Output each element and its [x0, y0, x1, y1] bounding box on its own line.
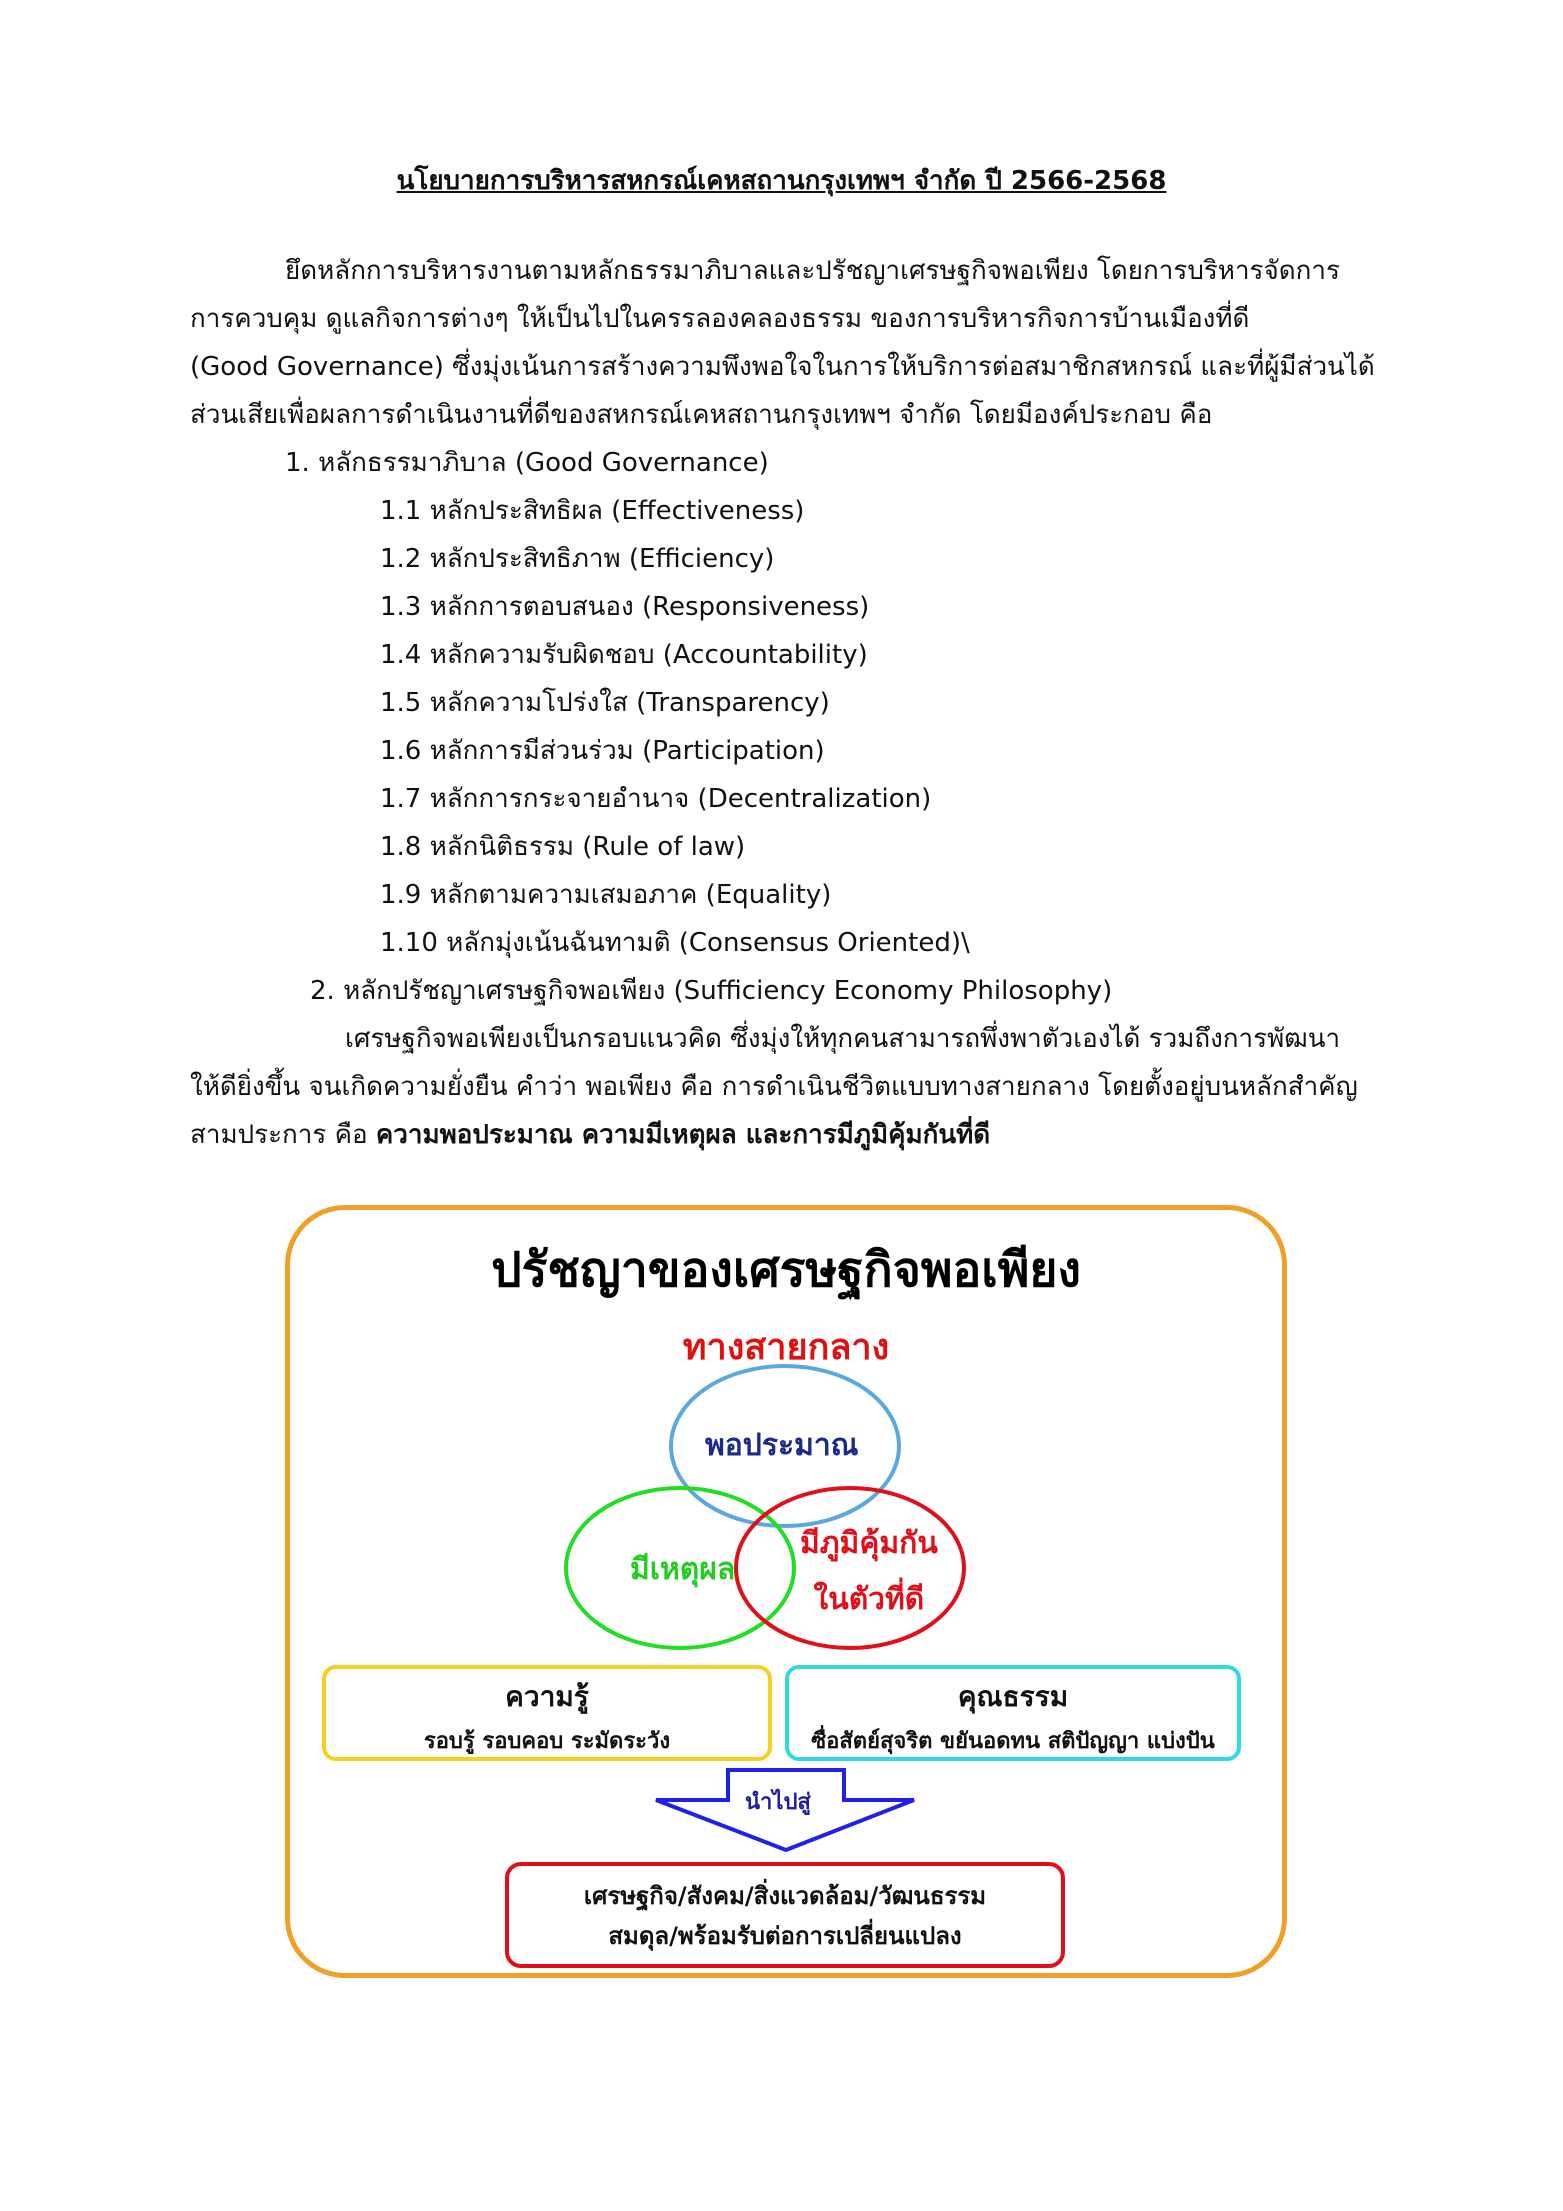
intro-line-3: (Good Governance) ซึ่งมุ่งเน้นการสร้างความพึงพอใจในการให้บริการต่อสมาชิกสหกรณ์ และที่ผู้มีส่วนได้	[190, 352, 1375, 382]
section2-body-line-1: เศรษฐกิจพอเพียงเป็นกรอบแนวคิด ซึ่งมุ่งให้ทุกคนสามารถพึ่งพาตัวเองได้ รวมถึงการพัฒนา	[345, 1024, 1341, 1054]
section1-item: 1.2 หลักประสิทธิภาพ (Efficiency)	[380, 544, 775, 574]
arrow-label: นำไปสู่	[745, 1790, 811, 1815]
section1-item: 1.10 หลักมุ่งเน้นฉันทามติ (Consensus Oriented)\	[380, 928, 970, 958]
outcome-box	[505, 1862, 1065, 1968]
section1-item: 1.6 หลักการมีส่วนร่วม (Participation)	[380, 736, 825, 766]
label-immunity-line1: มีภูมิคุ้มกัน	[800, 1526, 938, 1561]
venn-circles	[290, 1210, 1282, 1973]
section2-last-bold: ความพอประมาณ ความมีเหตุผล และการมีภูมิคุ้มกันที่ดี	[375, 1120, 991, 1150]
page-title: นโยบายการบริหารสหกรณ์เคหสถานกรุงเทพฯ จำกัด ปี 2566-2568	[396, 166, 1167, 196]
section1-item: 1.7 หลักการกระจายอำนาจ (Decentralization)	[380, 784, 932, 814]
section1-item: 1.8 หลักนิติธรรม (Rule of law)	[380, 832, 746, 862]
diagram-subtitle: ทางสายกลาง	[682, 1327, 890, 1368]
intro-line-1: ยึดหลักการบริหารงานตามหลักธรรมาภิบาลและปรัชญาเศรษฐกิจพอเพียง โดยการบริหารจัดการ	[285, 256, 1340, 286]
section2-body-line-3	[190, 1114, 990, 1155]
section1-item: 1.4 หลักความรับผิดชอบ (Accountability)	[380, 640, 868, 670]
morality-title: คุณธรรม	[957, 1680, 1069, 1713]
label-immunity-line2: ในตัวที่ดี	[813, 1582, 925, 1617]
section2-heading: 2. หลักปรัชญาเศรษฐกิจพอเพียง (Sufficiency Economy Philosophy)	[310, 976, 1113, 1006]
knowledge-sub: รอบรู้ รอบคอบ ระมัดระวัง	[423, 1729, 671, 1754]
intro-line-4: ส่วนเสียเพื่อผลการดำเนินงานที่ดีของสหกรณ์เคหสถานกรุงเทพฯ จำกัด โดยมีองค์ประกอบ คือ	[190, 400, 1213, 430]
label-immunity	[800, 1516, 938, 1628]
section2-body-line-2: ให้ดียิ่งขึ้น จนเกิดความยั่งยืน คำว่า พอเพียง คือ การดำเนินชีวิตแบบทางสายกลาง โดยตั้งอยู่บนหลักสำคัญ	[190, 1072, 1358, 1102]
section1-item: 1.1 หลักประสิทธิผล (Effectiveness)	[380, 496, 805, 526]
label-reasonableness: มีเหตุผล	[630, 1552, 736, 1587]
morality-box	[785, 1665, 1241, 1761]
knowledge-title: ความรู้	[505, 1680, 589, 1713]
section2-last-prefix: สามประการ คือ	[190, 1120, 376, 1150]
label-moderation: พอประมาณ	[705, 1428, 859, 1463]
outcome-line1: เศรษฐกิจ/สังคม/สิ่งแวดล้อม/วัฒนธรรม	[583, 1882, 987, 1910]
section1-heading: 1. หลักธรรมาภิบาล (Good Governance)	[285, 448, 769, 478]
section1-item: 1.9 หลักตามความเสมอภาค (Equality)	[380, 880, 832, 910]
knowledge-box	[322, 1665, 772, 1761]
outcome-line2: สมดุล/พร้อมรับต่อการเปลี่ยนแปลง	[608, 1922, 962, 1950]
section1-item: 1.3 หลักการตอบสนอง (Responsiveness)	[380, 592, 870, 622]
section1-item: 1.5 หลักความโปร่งใส (Transparency)	[380, 688, 830, 718]
diagram-title: ปรัชญาของเศรษฐกิจพอเพียง	[491, 1242, 1081, 1298]
intro-line-2: การควบคุม ดูแลกิจการต่างๆ ให้เป็นไปในครรลองคลองธรรม ของการบริหารกิจการบ้านเมืองที่ดี	[190, 304, 1250, 334]
morality-sub: ซื่อสัตย์สุจริต ขยันอดทน สติปัญญา แบ่งปัน	[811, 1729, 1215, 1754]
sufficiency-economy-diagram	[285, 1205, 1287, 1978]
